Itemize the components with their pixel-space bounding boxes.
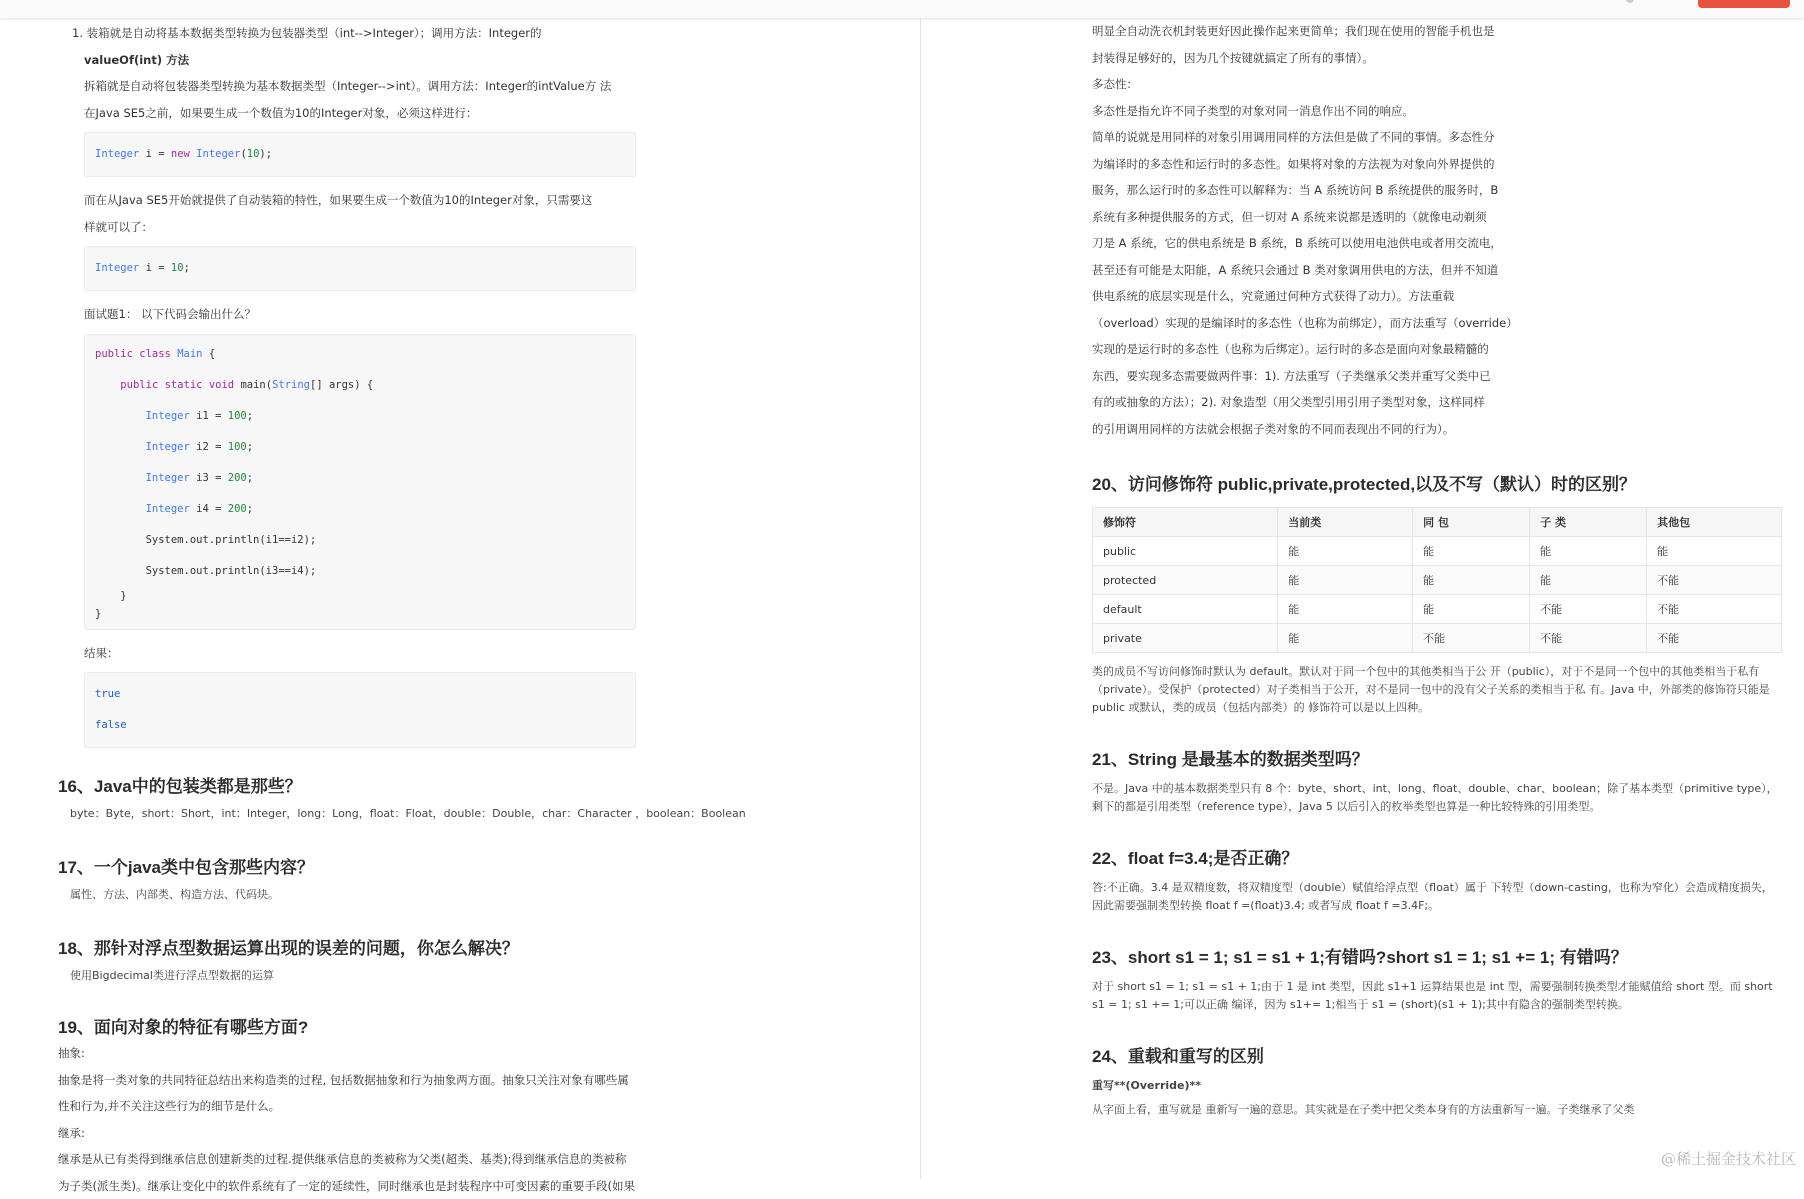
table-header-cell: 子 类 <box>1530 508 1647 537</box>
text-line: 简单的说就是用同样的对象引用调用同样的方法但是做了不同的事情。多态性分 <box>1092 124 1782 151</box>
table-cell: public <box>1093 537 1278 566</box>
output-line: true <box>95 679 625 710</box>
section-heading-17: 17、一个java类中包含那些内容？ <box>58 853 758 878</box>
section-text: 继承是从已有类得到继承信息创建新类的过程.提供继承信息的类被称为父类(超类、基类);得到继承信息的类被称 <box>58 1146 758 1173</box>
text-line: 为编译时的多态性和运行时的多态性。如果将对象的方法视为对象向外界提供的 <box>1092 151 1782 178</box>
text-line: 明显全自动洗衣机封装更好因此操作起来更简单；我们现在使用的智能手机也是 <box>1092 18 1782 45</box>
table-cell: 能 <box>1413 537 1530 566</box>
browser-top-bar <box>0 0 1804 18</box>
code-block-1: Integer i = new Integer(10); <box>84 132 636 177</box>
section-text: 为子类(派生类)。继承让变化中的软件系统有了一定的延续性，同时继承也是封装程序中可变因素的重要手段(如果 <box>58 1173 758 1199</box>
section-heading-23: 23、short s1 = 1; s1 = s1 + 1;有错吗?short s1 = 1; s1 += 1; 有错吗？ <box>1092 943 1782 968</box>
section-text: 类的成员不写访问修饰时默认为 default。默认对于同一个包中的其他类相当于公 开（public），对于不是同一个包中的其他类相当于私有（private）。受保护（protected）对子类相当于公开，对不是同一包中的没有父子关系的类相当于私 有。Java 中，外部类的修饰符只能是 public 或默认，类的成员（包括内部类）的 修饰符可以是以上四种。 <box>1092 663 1782 717</box>
section-text: 重写**(Override)** <box>1092 1077 1782 1095</box>
section-text: 使用Bigdecimal类进行浮点型数据的运算 <box>58 967 758 985</box>
text-line: 的引用调用同样的方法就会根据子类对象的不同而表现出不同的行为）。 <box>1092 416 1782 443</box>
text-line: 实现的是运行时的多态性（也称为后绑定）。运行时的多态是面向对象最精髓的 <box>1092 336 1782 363</box>
text-line: 拆箱就是自动将包装器类型转换为基本数据类型（Integer-->int）。调用方法：Integer的intValue方 法 <box>58 73 758 100</box>
table-row <box>1093 537 1782 566</box>
text-line: 封装得足够好的，因为几个按键就搞定了所有的事情）。 <box>1092 45 1782 72</box>
text-line: 刀是 A 系统，它的供电系统是 B 系统，B 系统可以使用电池供电或者用交流电， <box>1092 230 1782 257</box>
table-cell: default <box>1093 595 1278 624</box>
section-heading-20: 20、访问修饰符 public,private,protected,以及不写（默认）时的区别？ <box>1092 470 1782 495</box>
table-cell: 能 <box>1278 566 1413 595</box>
top-action-button[interactable] <box>1698 0 1790 8</box>
table-row <box>1093 624 1782 653</box>
section-text: byte：Byte，short：Short，int：Integer，long：Long，float：Float，double：Double，char：Character ，boolean：Boolean <box>58 805 758 823</box>
section-heading-16: 16、Java中的包装类都是那些？ <box>58 772 758 797</box>
table-cell: 不能 <box>1530 624 1647 653</box>
table-header-cell: 当前类 <box>1278 508 1413 537</box>
code-block-3: public class Main { public static void main(String[] args) { Integer i1 = 100; Integer i2 = 100; Integer i3 = 200; Integer i4 = 200; System.out.println(i1==i2); System.out.println(i3==i4); } } <box>84 334 636 630</box>
section-text: 抽象: <box>58 1040 758 1067</box>
section-text: 抽象是将一类对象的共同特征总结出来构造类的过程, 包括数据抽象和行为抽象两方面。抽象只关注对象有哪些属 <box>58 1067 758 1094</box>
status-dot-icon <box>1626 0 1634 3</box>
table-cell: 不能 <box>1647 595 1782 624</box>
right-column <box>1092 18 1782 1119</box>
table-cell: 不能 <box>1647 566 1782 595</box>
table-cell: 能 <box>1278 624 1413 653</box>
text-line: 东西，要实现多态需要做两件事：1). 方法重写（子类继承父类并重写父类中已 <box>1092 363 1782 390</box>
text-line: 1. 装箱就是自动将基本数据类型转换为包装器类型（int-->Integer）；调用方法：Integer的 <box>58 20 758 47</box>
table-header-cell: 其他包 <box>1647 508 1782 537</box>
table-row <box>1093 566 1782 595</box>
text-line: （overload）实现的是编译时的多态性（也称为前绑定），而方法重写（override） <box>1092 310 1782 337</box>
text-line: 系统有多种提供服务的方式，但一切对 A 系统来说都是透明的（就像电动剃须 <box>1092 204 1782 231</box>
text-line: 样就可以了： <box>58 214 758 241</box>
table-cell: 能 <box>1278 537 1413 566</box>
section-heading-21: 21、String 是最基本的数据类型吗？ <box>1092 745 1782 770</box>
section-text: 属性、方法、内部类、构造方法、代码块。 <box>58 886 758 904</box>
section-text: 答:不正确。3.4 是双精度数，将双精度型（double）赋值给浮点型（float）属于 下转型（down-casting，也称为窄化）会造成精度损失，因此需要强制类型转换 float f =(float)3.4; 或者写成 float f =3.4F;。 <box>1092 879 1782 915</box>
section-text: 不是。Java 中的基本数据类型只有 8 个：byte、short、int、long、float、double、char、boolean；除了基本类型（primitive type），剩下的都是引用类型（reference type），Java 5 以后引入的枚举类型也算是一种比较特殊的引用类型。 <box>1092 780 1782 816</box>
section-text: 从字面上看，重写就是 重新写一遍的意思。其实就是在子类中把父类本身有的方法重新写一遍。子类继承了父类 <box>1092 1101 1782 1119</box>
table-header-row <box>1093 508 1782 537</box>
table-cell: 能 <box>1530 537 1647 566</box>
text-line: 多态性： <box>1092 71 1782 98</box>
left-column <box>58 18 758 1199</box>
section-text: 对于 short s1 = 1; s1 = s1 + 1;由于 1 是 int 类型，因此 s1+1 运算结果也是 int 型，需要强制转换类型才能赋值给 short 型。而 short s1 = 1; s1 += 1;可以正确 编译，因为 s1+= 1;相当于 s1 = (short)(s1 + 1);其中有隐含的强制类型转换。 <box>1092 978 1782 1014</box>
section-heading-19: 19、面向对象的特征有哪些方面? <box>58 1013 758 1038</box>
code-block-output <box>84 672 636 748</box>
table-header-cell: 修饰符 <box>1093 508 1278 537</box>
code-block-2: Integer i = 10; <box>84 246 636 291</box>
text-line: 多态性是指允许不同子类型的对象对同一消息作出不同的响应。 <box>1092 98 1782 125</box>
text-line: 而在从Java SE5开始就提供了自动装箱的特性，如果要生成一个数值为10的Integer对象，只需要这 <box>58 187 758 214</box>
table-cell: 不能 <box>1413 624 1530 653</box>
text-line: 在Java SE5之前，如果要生成一个数值为10的Integer对象，必须这样进行： <box>58 100 758 127</box>
table-header-cell: 同 包 <box>1413 508 1530 537</box>
section-heading-22: 22、float f=3.4;是否正确？ <box>1092 844 1782 869</box>
column-divider <box>920 18 921 1179</box>
table-cell: 能 <box>1278 595 1413 624</box>
text-line: valueOf(int) 方法 <box>58 47 758 74</box>
text-line: 服务，那么运行时的多态性可以解释为：当 A 系统访问 B 系统提供的服务时，B <box>1092 177 1782 204</box>
watermark: @稀土掘金技术社区 <box>1661 1148 1796 1169</box>
text-line: 面试题1： 以下代码会输出什么？ <box>58 301 758 328</box>
table-cell: private <box>1093 624 1278 653</box>
table-row <box>1093 595 1782 624</box>
table-cell: 能 <box>1530 566 1647 595</box>
output-line: false <box>95 710 625 741</box>
table-cell: 不能 <box>1647 624 1782 653</box>
text-line: 供电系统的底层实现是什么，究竟通过何种方式获得了动力）。方法重载 <box>1092 283 1782 310</box>
table-cell: 能 <box>1413 595 1530 624</box>
section-heading-18: 18、那针对浮点型数据运算出现的误差的问题，你怎么解决？ <box>58 934 758 959</box>
text-line: 甚至还有可能是太阳能，A 系统只会通过 B 类对象调用供电的方法，但并不知道 <box>1092 257 1782 284</box>
section-heading-24: 24、重载和重写的区别 <box>1092 1042 1782 1067</box>
access-modifier-table <box>1092 507 1782 653</box>
text-line: 有的或抽象的方法）；2). 对象造型（用父类型引用引用子类型对象，这样同样 <box>1092 389 1782 416</box>
table-cell: 能 <box>1413 566 1530 595</box>
section-text: 性和行为,并不关注这些行为的细节是什么。 <box>58 1093 758 1120</box>
table-cell: 不能 <box>1530 595 1647 624</box>
table-cell: protected <box>1093 566 1278 595</box>
text-line: 结果： <box>58 640 758 667</box>
section-text: 继承: <box>58 1120 758 1147</box>
table-cell: 能 <box>1647 537 1782 566</box>
